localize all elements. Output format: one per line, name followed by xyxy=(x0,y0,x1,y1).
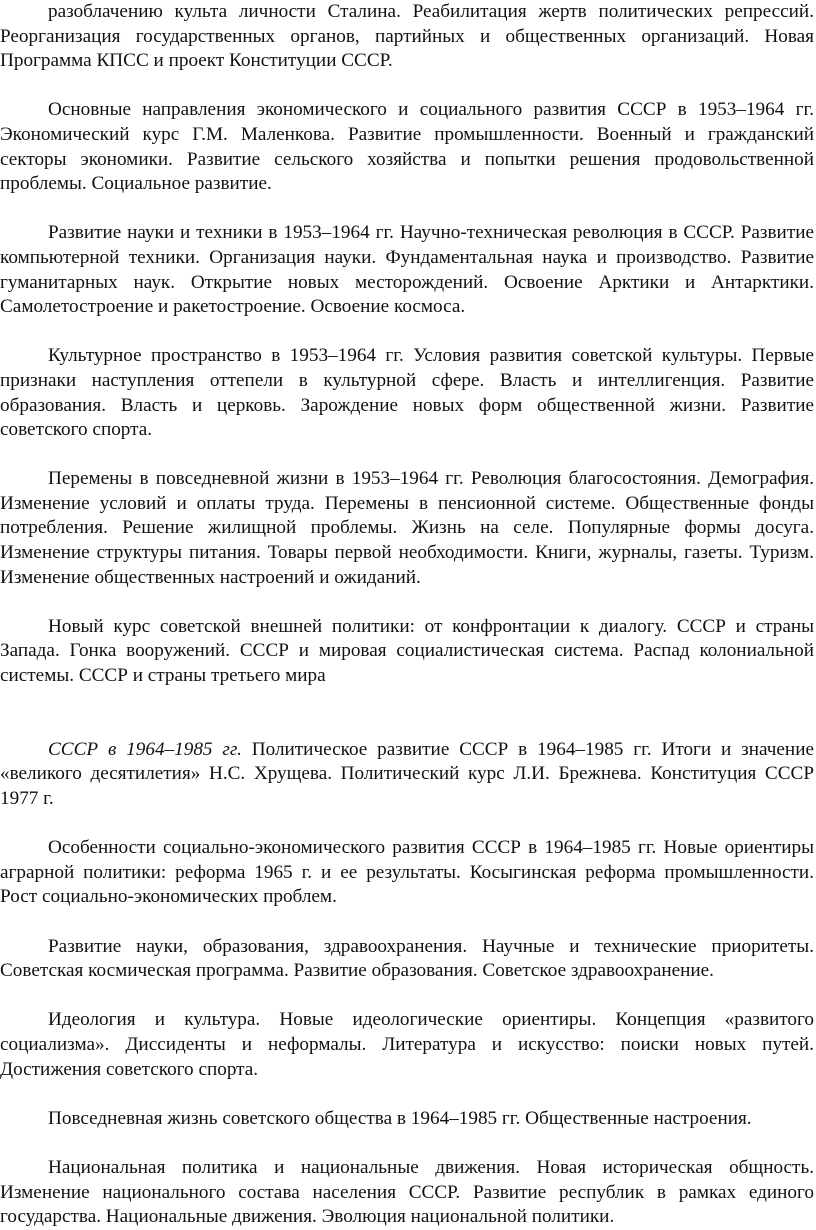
section-lead: СССР в 1964–1985 гг. xyxy=(48,738,242,760)
paragraph-ussr-1964-1985 xyxy=(0,738,814,812)
paragraph-daily-life xyxy=(0,467,814,590)
paragraph-text: Культурное пространство в 1953–1964 гг. Условия развития советской культуры. Первые признаки наступления оттепели в культурной сфере. Власть и интеллигенция. Развитие образования. Власть и церковь. Зарождение новых форм общественной жизни. Развитие советского спорта. xyxy=(0,345,814,441)
paragraph-continuation xyxy=(0,0,814,74)
paragraph-foreign-policy xyxy=(0,615,814,689)
paragraph-text: Повседневная жизнь советского общества в 1964–1985 гг. Общественные настроения. xyxy=(48,1107,752,1129)
paragraph-culture xyxy=(0,344,814,442)
paragraph-text: Национальная политика и национальные движения. Новая историческая общность. Изменение национального состава населения СССР. Развитие республик в рамках единого государства. Национальные движения. Эволюция национальной политики. xyxy=(0,1156,814,1228)
paragraph-text: Перемены в повседневной жизни в 1953–1964 гг. Революция благосостояния. Демография. Изменение условий и оплаты труда. Перемены в пенсионной системе. Общественные фонды потребления. Решение жилищной проблемы. Жизнь на селе. Популярные формы досуга. Изменение структуры питания. Товары первой необходимости. Книги, журналы, газеты. Туризм. Изменение общественных настроений и ожиданий. xyxy=(0,468,814,588)
paragraph-socioeconomic xyxy=(0,836,814,910)
paragraph-text: Политическое развитие СССР в 1964–1985 гг. Итоги и значение «великого десятилетия» Н.С. Хрущева. Политический курс Л.И. Брежнева. Конституция СССР 1977 г. xyxy=(0,738,814,809)
paragraph-national-policy xyxy=(0,1156,814,1230)
paragraph-everyday-life xyxy=(0,1107,814,1132)
paragraph-science xyxy=(0,221,814,319)
paragraph-ideology xyxy=(0,1008,814,1082)
paragraph-text: Новый курс советской внешней политики: от конфронтации к диалогу. СССР и страны Запада. Гонка вооружений. СССР и мировая социалистическая система. Распад колониальной системы. СССР и страны третьего мира xyxy=(0,615,814,687)
paragraph-text: Особенности социально-экономического развития СССР в 1964–1985 гг. Новые ориентиры аграрной политики: реформа 1965 г. и ее результаты. Косыгинская реформа промышленности. Рост социально-экономических проблем. xyxy=(0,837,814,908)
paragraph-text: Развитие науки и техники в 1953–1964 гг. Научно-техническая революция в СССР. Развитие компьютерной техники. Организация науки. Фундаментальная наука и производство. Развитие гуманитарных наук. Открытие новых месторождений. Освоение Арктики и Антарктики. Самолетостроение и ракетостроение. Освоение космоса. xyxy=(0,222,814,318)
paragraph-economy xyxy=(0,98,814,196)
paragraph-science-education xyxy=(0,935,814,984)
paragraph-text: Основные направления экономического и социального развития СССР в 1953–1964 гг. Экономический курс Г.М. Маленкова. Развитие промышленности. Военный и гражданский секторы экономики. Развитие сельского хозяйства и попытки решения продовольственной проблемы. Социальное развитие. xyxy=(0,99,814,195)
paragraph-text: Идеология и культура. Новые идеологические ориентиры. Концепция «развитого социализма». Диссиденты и неформалы. Литература и искусство: поиски новых путей. Достижения советского спорта. xyxy=(0,1009,814,1080)
paragraph-text: Развитие науки, образования, здравоохранения. Научные и технические приоритеты. Советская космическая программа. Развитие образования. Советское здравоохранение. xyxy=(0,935,814,982)
paragraph-text: разоблачению культа личности Сталина. Реабилитация жертв политических репрессий. Реорганизация государственных органов, партийных и общественных организаций. Новая Программа КПСС и проект Конституции СССР. xyxy=(0,1,814,72)
